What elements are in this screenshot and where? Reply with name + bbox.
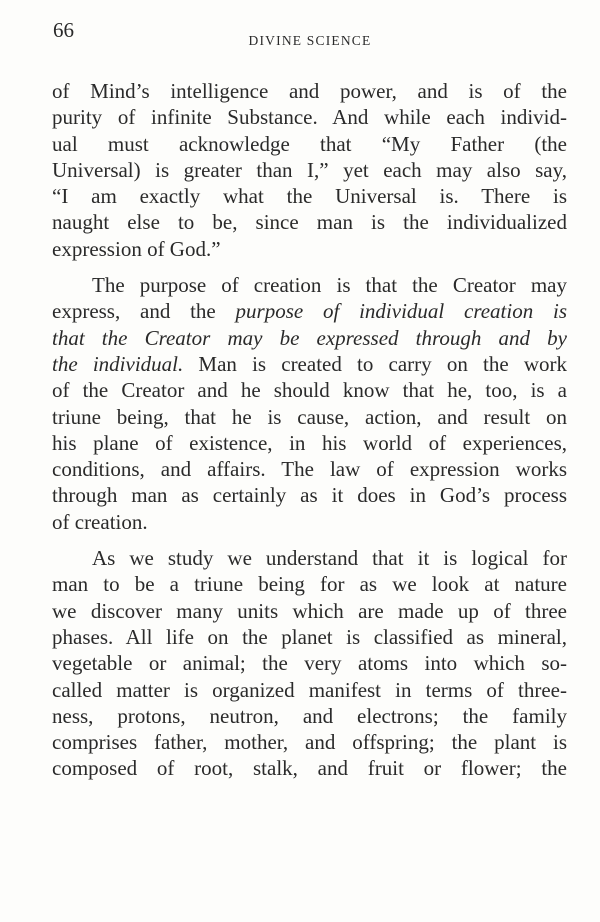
text-line xyxy=(52,298,567,324)
text-line: of creation. xyxy=(52,509,148,534)
text-line: composed of root, stalk, and fruit or flower; the xyxy=(52,756,567,781)
italic-text: the individual. xyxy=(52,351,184,376)
text-line: through man as certainly as it does in God’s process xyxy=(52,483,567,508)
italic-text: that the Creator may be expressed through and by xyxy=(52,325,567,350)
text-line: ual must acknowledge that “My Father (the xyxy=(52,131,567,156)
paragraph-3 xyxy=(52,545,567,782)
page-number: 66 xyxy=(53,18,74,42)
text-line: man to be a triune being for as we look at nature xyxy=(52,572,567,597)
text-line: expression of God.” xyxy=(52,236,221,261)
text-line: of Mind’s intelligence and power, and is of the xyxy=(52,79,567,103)
text-line: vegetable or animal; the very atoms into which so- xyxy=(52,651,567,676)
italic-text: purpose of individual creation is xyxy=(235,299,567,324)
text-line: ness, protons, neutron, and electrons; the family xyxy=(52,703,567,728)
text-line: As we study we understand that it is logical for xyxy=(92,546,567,571)
text-line: of the Creator and he should know that he, too, is a xyxy=(52,378,567,403)
text-line: we discover many units which are made up of three xyxy=(52,598,567,623)
text-line: triune being, that he is cause, action, and result on xyxy=(52,404,567,429)
text-line: called matter is organized manifest in terms of three- xyxy=(52,677,567,702)
text-line xyxy=(52,351,567,377)
text-line: comprises father, mother, and offspring; the plant is xyxy=(52,730,567,755)
text-line xyxy=(52,325,567,351)
text-line: his plane of existence, in his world of experiences, xyxy=(52,430,567,455)
text-line: Universal) is greater than I,” yet each may also say, xyxy=(52,157,567,182)
text-span: Man is created to carry on the work xyxy=(183,351,567,376)
text-line: conditions, and affairs. The law of expression works xyxy=(52,457,567,482)
text-line: phases. All life on the planet is classified as mineral, xyxy=(52,624,567,649)
text-span: express, and the xyxy=(52,299,236,324)
paragraph-1 xyxy=(52,78,567,262)
running-head: DIVINE SCIENCE xyxy=(248,33,372,48)
text-line: The purpose of creation is that the Creator may xyxy=(92,273,567,298)
text-line: purity of infinite Substance. And while each individ- xyxy=(52,105,567,130)
text-line: “I am exactly what the Universal is. There is xyxy=(52,184,567,209)
paragraph-2 xyxy=(52,272,567,535)
text-line: naught else to be, since man is the individualized xyxy=(52,210,567,235)
page-body xyxy=(52,78,567,792)
